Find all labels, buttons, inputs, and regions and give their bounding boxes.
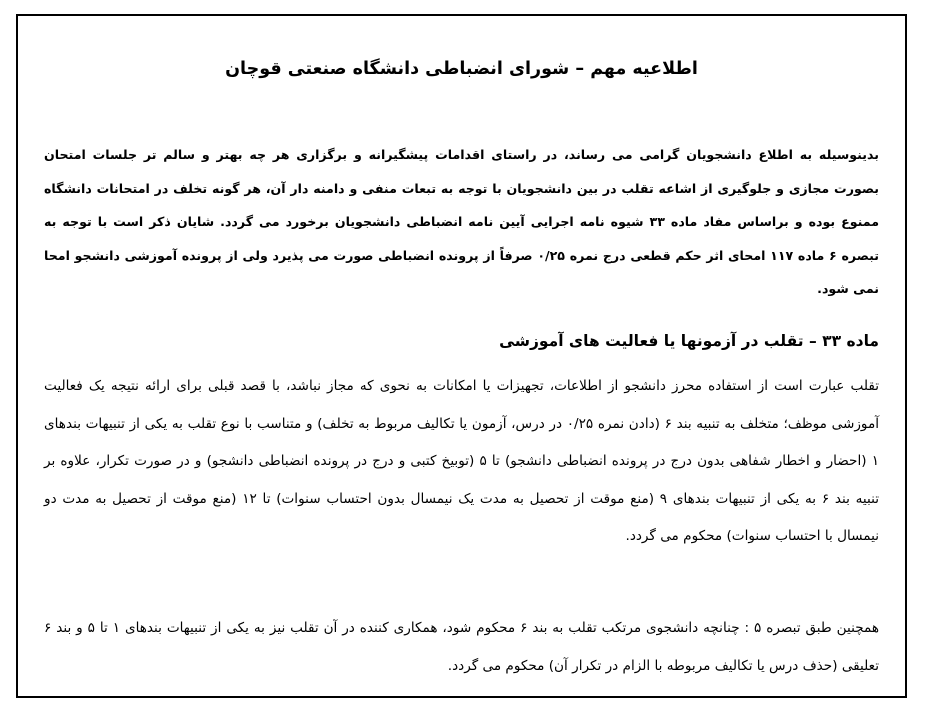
notice-title: اطلاعیه مهم – شورای انضباطی دانشگاه صنعتی قوچان	[225, 59, 698, 79]
intro-paragraph: بدینوسیله به اطلاع دانشجویان گرامی می رساند، در راستای اقدامات پیشگیرانه و برگزاری هر چه بهتر و سالم تر جلسات امتحان بصورت مجازی و جلوگیری از اشاعه تقلب در بین دانشجویان با توجه به تبعات منفی و دامنه دار آن، هر گونه تخلف در امتحانات دانشگاه ممنوع بوده و براساس مفاد ماده ۳۳ شیوه نامه اجرایی آیین نامه انضباطی دانشجویان برخورد می گردد. شایان ذکر است با توجه به تبصره ۶ ماده ۱۱۷ امحای اثر حکم قطعی درج نمره ۰/۲۵ صرفاً از پرونده انضباطی صورت می پذیرد ولی از پرونده آموزشی دانشجو امحا نمی شود.	[44, 147, 880, 296]
article-heading: ماده ۳۳ – تقلب در آزمونها یا فعالیت های آموزشی	[499, 332, 879, 350]
notice-frame	[16, 14, 907, 698]
note-paragraph: همچنین طبق تبصره ۵ : چنانچه دانشجوی مرتکب تقلب به بند ۶ محکوم شود، همکاری کننده در آن تقلب نیز به یکی از تنبیهات بندهای ۱ تا ۵ و بند ۶ تعلیقی (حذف درس یا تکالیف مربوطه با الزام در تکرار آن) محکوم می گردد.	[44, 620, 879, 674]
article-body-paragraph: تقلب عبارت است از استفاده محرز دانشجو از اطلاعات، تجهیزات یا امکانات به نحوی که مجاز نباشد، با قصد قبلی برای ارائه نتیجه یک فعالیت آموزشی موظف؛ متخلف به تنبیه بند ۶ (دادن نمره ۰/۲۵ در درس، آزمون یا تکالیف مربوط به تخلف) و متناسب با نوع تقلب به یکی از تنبیهات بندهای ۱ (احضار و اخطار شفاهی بدون درج در پرونده انضباطی دانشجو) تا ۵ (توبیخ کتبی و درج در پرونده انضباطی دانشجو) و در صورت تکرار، علاوه بر تنبیه بند ۶ به یکی از تنبیهات بندهای ۹ (منع موقت از تحصیل به مدت یک نیمسال بدون احتساب سنوات) تا ۱۲ (منع موقت از تحصیل به مدت دو نیمسال با احتساب سنوات) محکوم می گردد.	[44, 378, 879, 544]
